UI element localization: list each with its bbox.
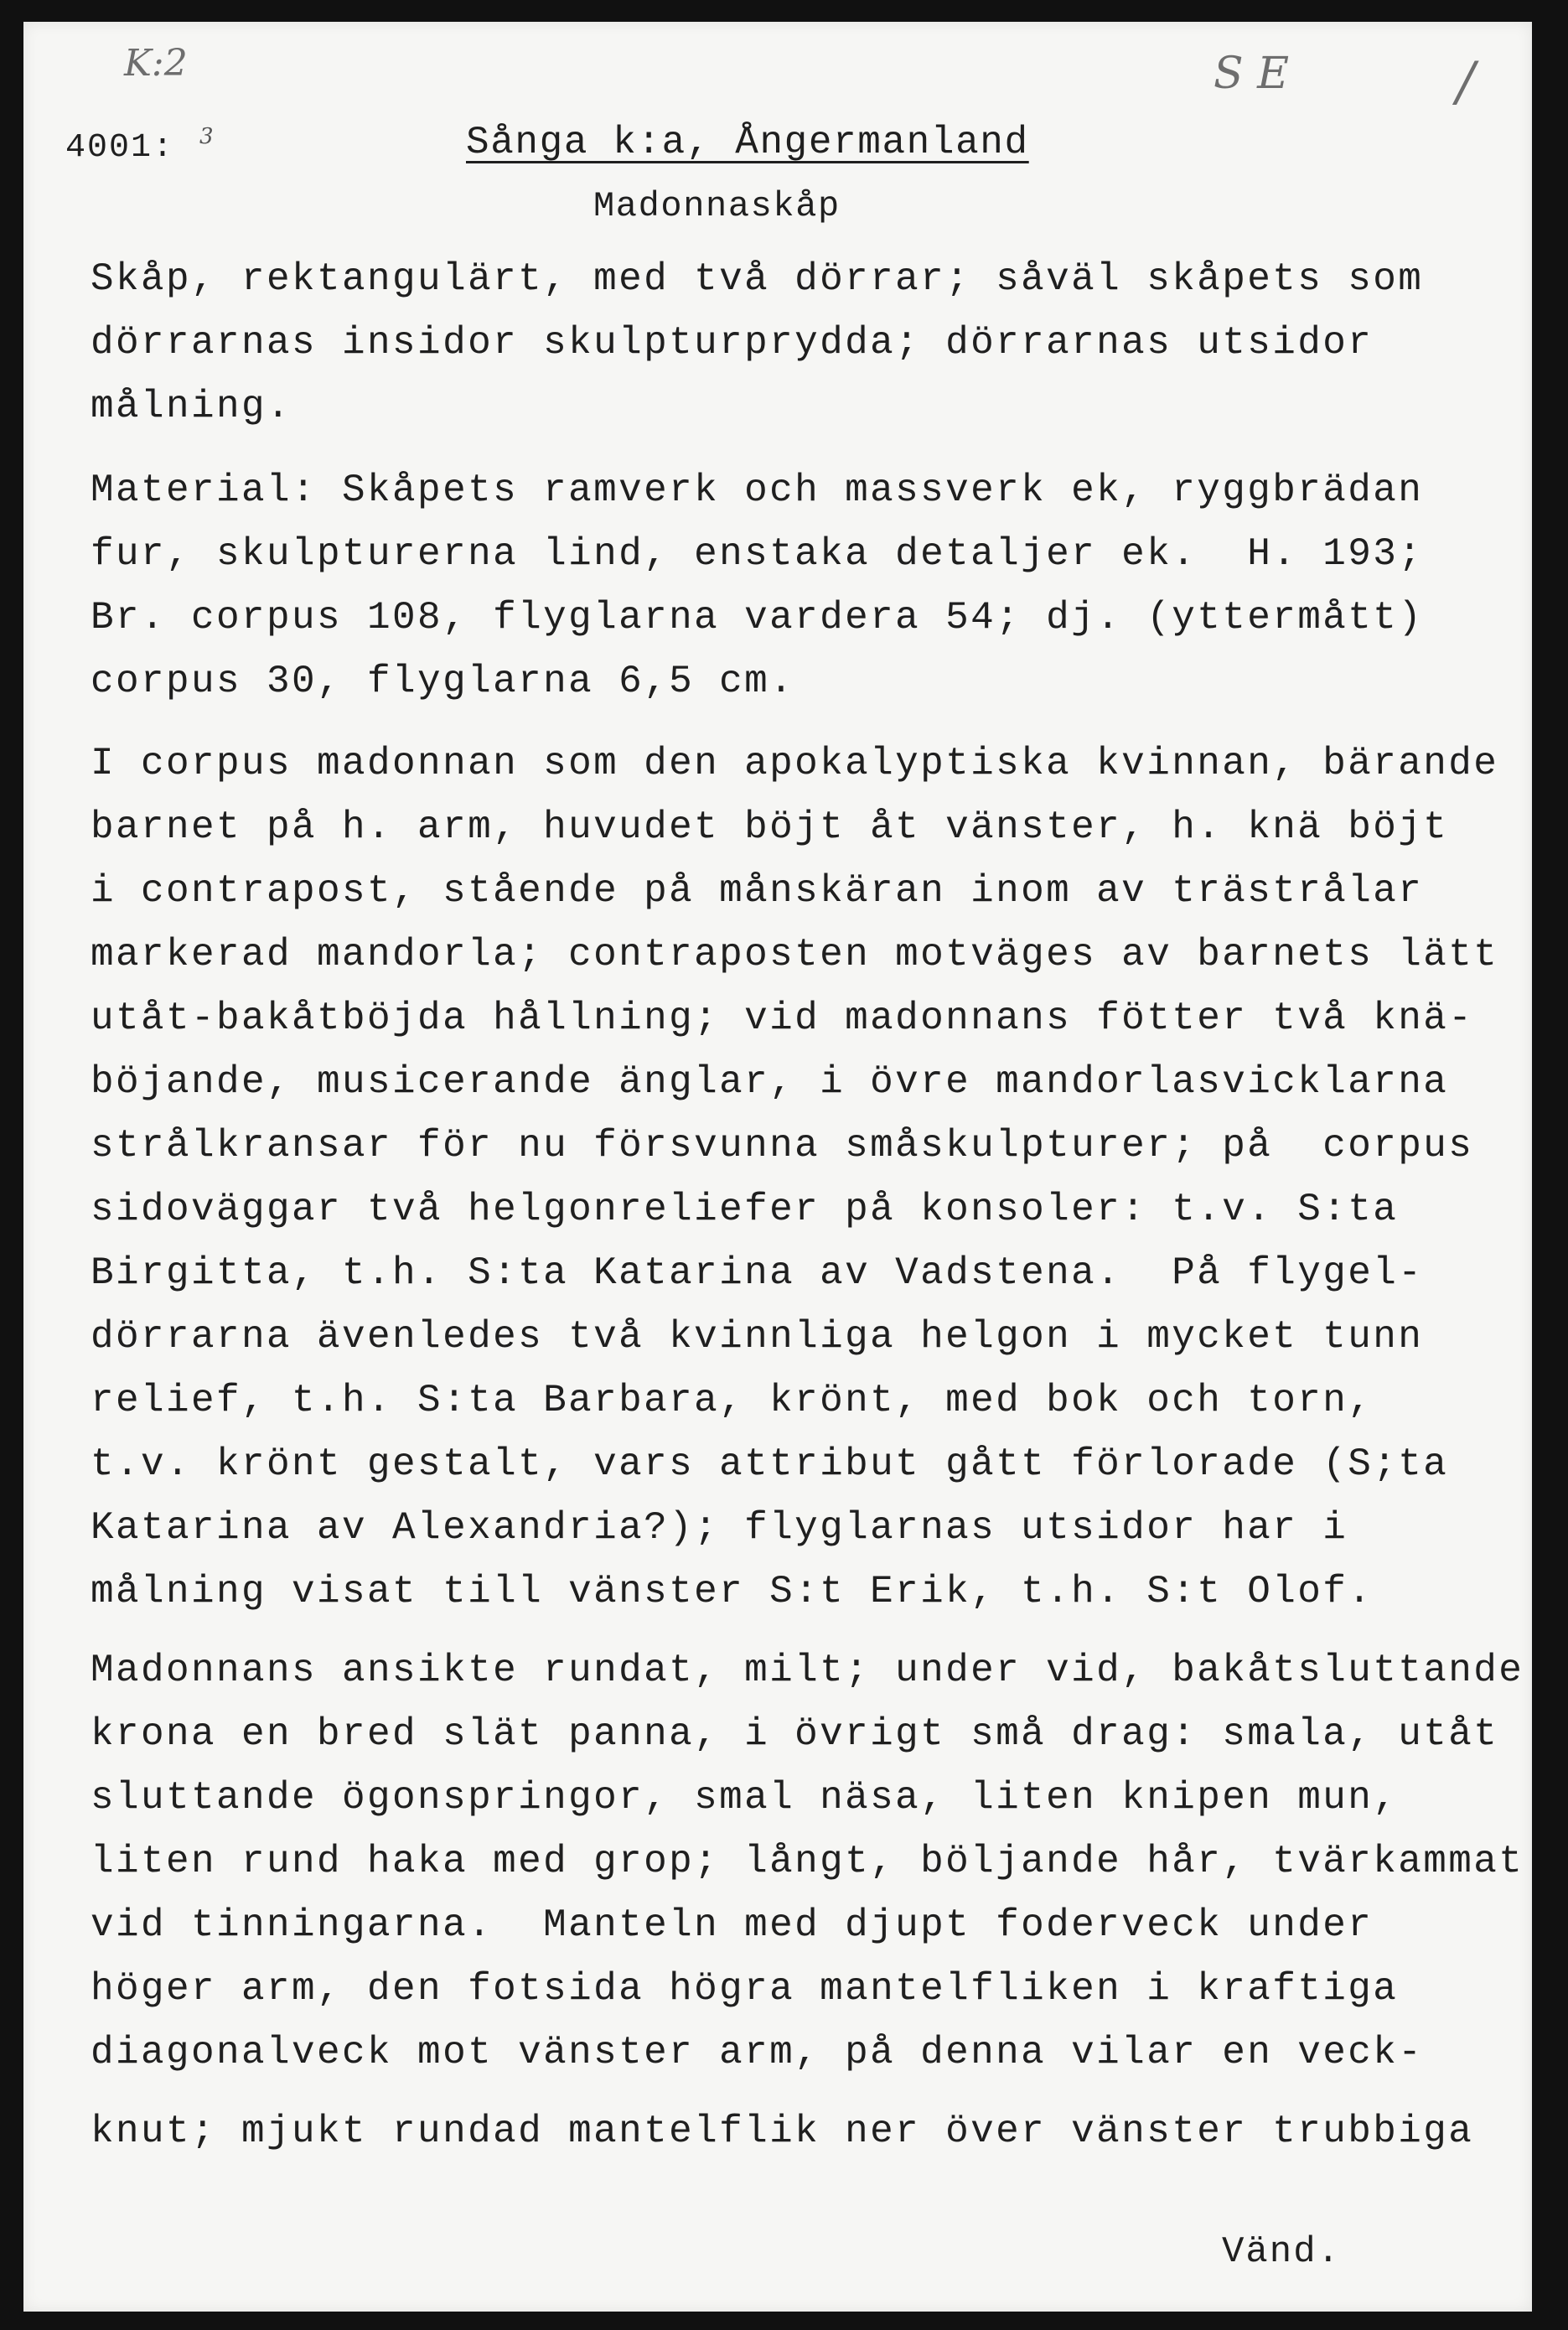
body-line: böjande, musicerande änglar, i övre mandorlasvicklarna (91, 1060, 1449, 1104)
body-line: I corpus madonnan som den apokalyptiska kvinnan, bärande (91, 742, 1499, 785)
body-line: Katarina av Alexandria?); flyglarnas utsidor har i (91, 1506, 1348, 1550)
accession-suffix: 3 (199, 124, 214, 149)
catalog-card (23, 22, 1532, 2312)
body-line: vid tinningarna. Manteln med djupt foderveck under (91, 1903, 1374, 1947)
body-line: fur, skulpturerna lind, enstaka detaljer ek. H. 193; (91, 532, 1424, 576)
body-line: knut; mjukt rundad mantelflik ner över vänster trubbiga (91, 2110, 1474, 2153)
body-line: markerad mandorla; contraposten motväges av barnets lätt (91, 933, 1499, 976)
accession-number: 4001: (65, 129, 175, 167)
handwritten-initials: S E (1214, 49, 1290, 99)
body-line: strålkransar för nu försvunna småskulpturer; på corpus (91, 1124, 1474, 1168)
body-line: Madonnans ansikte rundat, milt; under vid, bakåtsluttande (91, 1649, 1524, 1692)
body-line: sluttande ögonspringor, smal näsa, liten knipen mun, (91, 1776, 1399, 1820)
body-line: sidoväggar två helgonreliefer på konsoler: t.v. S:ta (91, 1188, 1399, 1231)
body-line: Br. corpus 108, flyglarna vardera 54; dj. (yttermått) (91, 596, 1424, 639)
turn-over-note: Vänd. (1222, 2231, 1342, 2273)
body-line: i contrapost, stående på månskäran inom av trästrålar (91, 869, 1424, 913)
body-line: barnet på h. arm, huvudet böjt åt vänster, h. knä böjt (91, 805, 1449, 849)
handwritten-slash: / (1457, 51, 1475, 113)
body-line: relief, t.h. S:ta Barbara, krönt, med bok och torn, (91, 1379, 1374, 1422)
body-line: krona en bred slät panna, i övrigt små drag: smala, utåt (91, 1712, 1499, 1756)
body-line: målning. (91, 385, 292, 428)
body-line: utåt-bakåtböjda hållning; vid madonnans fötter två knä- (91, 997, 1474, 1040)
card-heading: Sånga k:a, Ångermanland (466, 121, 1029, 164)
body-line: målning visat till vänster S:t Erik, t.h. S:t Olof. (91, 1570, 1374, 1613)
body-line: diagonalveck mot vänster arm, på denna vilar en veck- (91, 2031, 1424, 2074)
body-line: Skåp, rektangulärt, med två dörrar; såväl skåpets som (91, 257, 1424, 301)
body-line: höger arm, den fotsida högra mantelfliken i kraftiga (91, 1967, 1399, 2011)
body-line: liten rund haka med grop; långt, böljande hår, tvärkammat (91, 1840, 1524, 1883)
body-line: t.v. krönt gestalt, vars attribut gått förlorade (S;ta (91, 1442, 1449, 1486)
body-line: Material: Skåpets ramverk och massverk ek, ryggbrädan (91, 469, 1424, 512)
body-line: corpus 30, flyglarna 6,5 cm. (91, 660, 795, 703)
body-line: Birgitta, t.h. S:ta Katarina av Vadstena. På flygel- (91, 1251, 1424, 1295)
card-subheading: Madonnaskåp (593, 186, 841, 226)
body-line: dörrarnas insidor skulpturprydda; dörrarnas utsidor (91, 321, 1374, 365)
body-line: dörrarna ävenledes två kvinnliga helgon i mycket tunn (91, 1315, 1424, 1359)
handwritten-shelf-mark: K:2 (124, 42, 188, 85)
